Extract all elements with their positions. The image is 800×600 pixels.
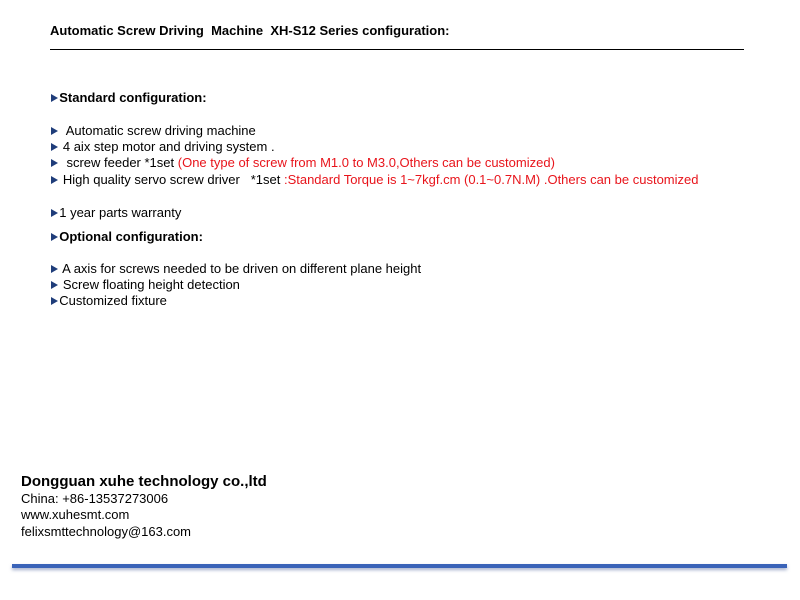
heading-text: Optional configuration:	[59, 229, 203, 244]
optional-item-3	[44, 277, 167, 309]
footer-bar	[12, 564, 787, 568]
item-text: Customized fixture	[59, 293, 167, 308]
item-text: screw feeder *1set	[62, 155, 178, 170]
company-name: Dongguan xuhe technology co.,ltd	[21, 473, 267, 490]
item-text: Automatic screw driving machine	[62, 123, 256, 138]
document-title: Automatic Screw Driving Machine XH-S12 Series configuration:	[50, 23, 450, 38]
standard-item-4	[44, 156, 698, 188]
company-website[interactable]: www.xuhesmt.com	[21, 507, 130, 522]
item-text: Screw floating height detection	[62, 277, 240, 292]
item-note: :Standard Torque is 1~7kgf.cm (0.1~0.7N.M) .Others can be customized	[283, 172, 699, 187]
item-text: High quality servo screw driver *1set	[62, 172, 284, 187]
item-text: 4 aix step motor and driving system .	[62, 139, 275, 154]
company-phone: China: +86-13537273006	[21, 491, 169, 506]
triangle-bullet-icon	[51, 94, 58, 102]
item-text: A axis for screws needed to be driven on different plane height	[62, 261, 422, 276]
item-note: (One type of screw from M1.0 to M3.0,Others can be customized)	[177, 155, 555, 170]
title-underline	[50, 49, 744, 50]
standard-config-heading	[44, 74, 207, 106]
triangle-bullet-icon	[51, 233, 58, 241]
triangle-bullet-icon	[51, 297, 58, 305]
company-email[interactable]: felixsmttechnology@163.com	[21, 524, 191, 539]
heading-text: Standard configuration:	[59, 90, 207, 105]
triangle-bullet-icon	[51, 176, 58, 184]
optional-config-heading	[44, 213, 203, 245]
item-text: 1 year parts warranty	[59, 205, 182, 220]
